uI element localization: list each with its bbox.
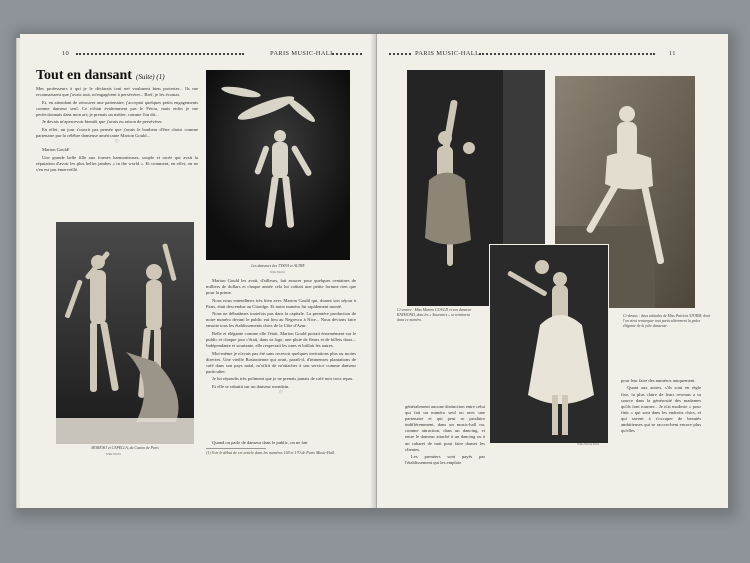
paragraph: Nous ne débutâmes toutefois pas dans la capitale. La première production de notre numéro devant le public eut lieu au Negresco à Nice... Nous devions faire ensuite tous les établissements chics de la Côte d'Azur. [206,311,356,329]
paragraph: Moi-même je n'avais pas été sans recevoir quelques invitations plus ou moins directes. Une vieille Bostonienne qui avait, paraît-il, d'immenses plantations de café dans son pays natal, m'offrit de m'attacher à son service comme danseur particulier. [206,350,356,374]
right-header-title: PARIS MUSIC-HALL [415,50,480,57]
caption-photo2: MORENO et CAPELLA, du Casino de Paris [91,446,159,450]
paragraph: généralement aucune distinction entre celui qui fait un numéro seul ou avec une partenaire et qui peut se produire indifféremment, dans un music-hall ou, comme attraction, dans un dancing, et entre le danseur attaché à un dancing ou à un cabaret de nuit pour faire danser les clientes. [405,404,485,452]
paragraph: Et, en attendant de retrouver une partenaire, j'acceptai quelques petits engagements comme danseur seul. Ce n'était évidemment pas le Pérou, mais enfin je me perfectionnais dans mon art; je prenais un métier, comme l'on dit... [36,99,198,117]
article-title-text: Tout en dansant [36,68,132,83]
right-page-number: 11 [669,50,676,57]
footnote-rule [206,448,266,449]
photo-feather-dress-couple [489,244,609,444]
credit-photo2: Wide World [106,452,121,456]
paragraph: Belle et élégante comme elle l'était, Marion Gould portait énormément sur le public et chaque jour c'était, dans sa loge, une pluie de fleurs et de billets doux... Indépendante et souriante, elle respectait les unes et brûlait les autres. [206,330,356,349]
paragraph: Mes professeurs à qui je le déclarais tout net voulurent bien protester... Ils me reconnaissent que j'avais tout, m'engagèrent à persévérer... Bref, je les écoutai. [36,86,198,98]
feather-dress-image [490,245,608,443]
header-dots-left [76,53,244,55]
paragraph: Nous nous entendîmes très bien avec Marion Gould qui, durant son séjour à Paris, était descendue au Claridge. Et notre numéro fut rapidement monté. [206,297,356,309]
caption-photo1: Les danseurs des TYSNA et ALTRE [251,264,305,268]
left-header-title: PARIS MUSIC-HALL [270,50,335,57]
acrobats-image [206,70,350,260]
paragraph: Je devais m'apercevoir bientôt que j'avais eu raison de persévérer. [42,119,163,125]
right-column-b [621,378,701,498]
article-column-1 [36,86,198,224]
article-column-2 [206,278,356,438]
header-dots-left-end [332,53,362,55]
article-column-2-continued [206,440,356,447]
header-dots-right [479,53,655,55]
paragraph: Quand on parle de danseur dans le public, on ne fait [212,440,308,445]
credit-photo5: Wide World, Paris [577,442,599,446]
credit-photo1: Wide World [270,270,285,274]
header-dots-right-start [389,53,411,55]
article-title-suffix: (Suite) (1) [135,73,165,81]
paragraph: Marion Gould les avait, d'ailleurs, fait assurer pour quelques centaines de milliers de dollars et chaque année cela lui coûtait une petite fortune rien que pour la prime. [206,278,356,296]
paragraph: Je lui répondis très poliment que je ne prenais jamais de café noir trois repas. [212,376,354,382]
paragraph: Les premiers sont payés par l'établissement qui les emploie [405,454,485,466]
photo-dancers-couple [56,222,194,444]
right-page [377,34,728,508]
paragraph: Quant aux autres, s'ils sont en règle fixe, la plus claire de leurs revenus a sa source dans la générosité des madames qu'ils font tourner... Je n'ai modeste « pour finir » qui sont dans les endroits chics, et qui savent à s'occuper de beautés ambitieuses qui se raccrochent encore plus qu'elles [621,385,701,434]
right-column-a [405,404,485,494]
caption-photo4: Ci-dessus : deux attitudes de Miss Patricia STORM, dont l'on vient remarquer tout particulièrement la grâce élégante de la jolie danseuse. [623,314,710,328]
ornament-icon: ♡ [278,391,284,397]
paragraph: Et elle se rabattit sur un danseur mondain. [212,383,290,389]
left-page [20,34,377,508]
left-page-number: 10 [62,50,70,57]
ornament-icon: ♡ [114,140,120,146]
paragraph: Une grande belle fille aux formes harmonieuses, souple et racée qui avait la réputation d'avoir les plus belles jambes « in the world ». Et comment, en effet, on ne s'en est pas émerveillé. [36,154,198,173]
paragraph: pour leur faire des numéros uniquement. [621,378,696,383]
footnote: (1) Voir le début de cet article dans les numéros 169 et 170 de Paris Music-Hall. [206,450,336,455]
photo-acrobats [206,70,350,260]
paragraph: Marion Gould! [42,147,70,153]
paragraph: En effet, un jour s'ouvrit pas pensée que j'avais le bonheur d'être choisi comme partenaire par la célèbre danseuse américaine Marion Gould... [36,126,198,138]
caption-photo3: Ci-contre : Miss Marion GOULD et son danseur RAYMOND, dont les « Souvenirs » se terminent dans ce numéro. [397,308,472,322]
article-title [36,68,165,84]
couple-image [56,222,194,444]
